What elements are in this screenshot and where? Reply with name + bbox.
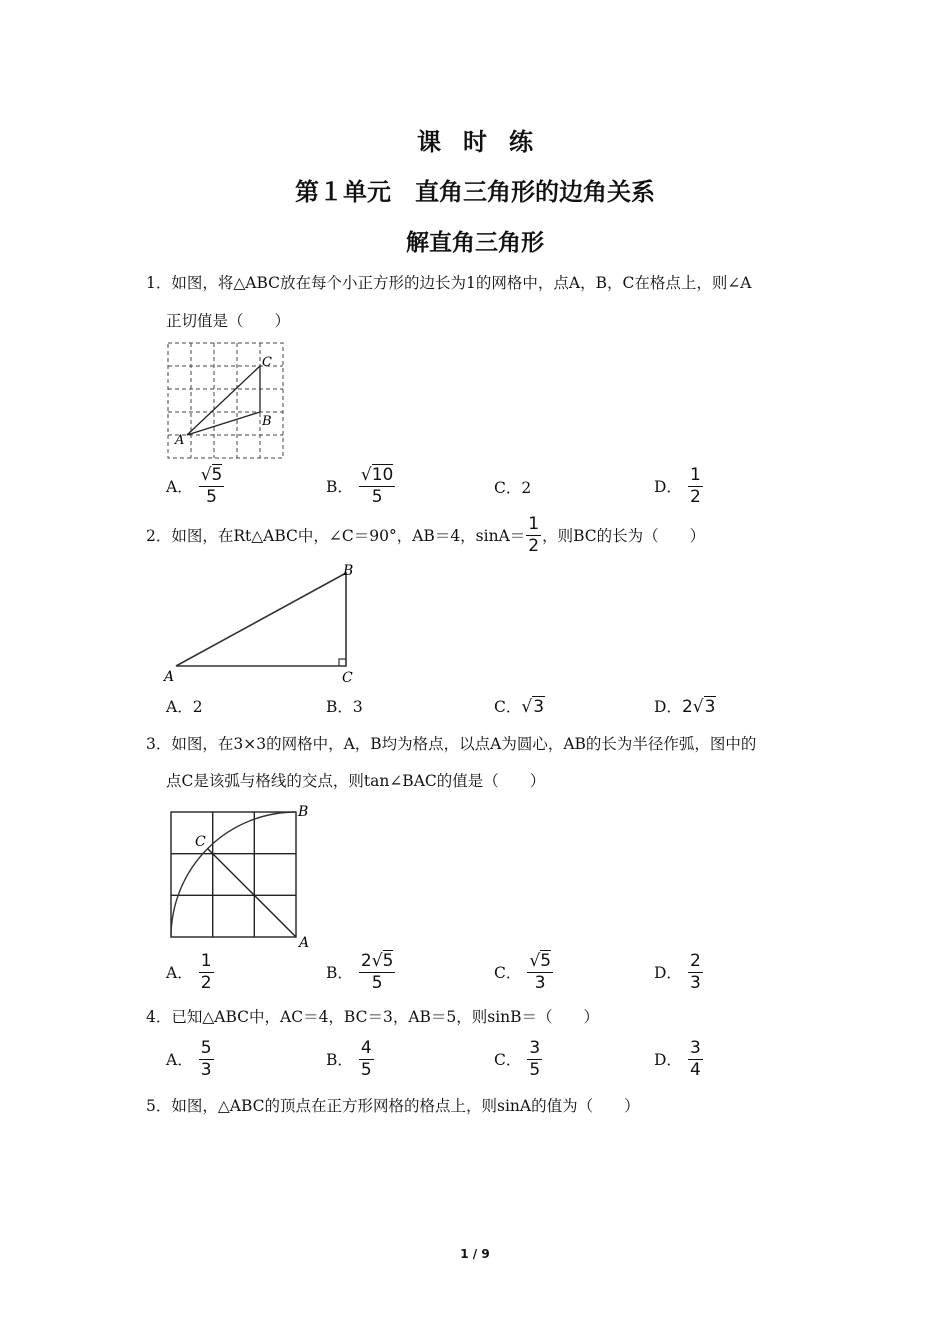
- lesson-title: 解直角三角形: [406, 229, 544, 256]
- option-letter: A．: [166, 698, 193, 716]
- q2-option-c[interactable]: [494, 696, 545, 718]
- q3-option-a[interactable]: [166, 952, 214, 993]
- option-value: √3: [521, 697, 545, 717]
- denominator: 3: [689, 973, 701, 993]
- numerator: 2: [689, 951, 701, 971]
- option-value: 2: [521, 479, 532, 497]
- page-title: 课时练: [417, 127, 555, 156]
- q2-right-angle-mark: [339, 659, 346, 666]
- option-letter: B．: [326, 1050, 353, 1069]
- fraction: [359, 952, 396, 993]
- q3-grid-figure: [162, 800, 320, 950]
- option-value: 2√3: [681, 697, 716, 717]
- denominator: 3: [534, 973, 546, 993]
- q3-stem-line2: 点C是该弧与格线的交点，则tan∠BAC的值是（ ）: [166, 772, 546, 790]
- option-letter: C．: [494, 963, 522, 982]
- fraction: [688, 1039, 703, 1080]
- option-letter: A．: [166, 477, 193, 496]
- option-value: 3: [352, 698, 363, 716]
- q1-triangle: [187, 366, 260, 435]
- denominator: 2: [689, 487, 701, 507]
- numerator: 3: [689, 1038, 701, 1058]
- option-letter: C．: [494, 1050, 522, 1069]
- fraction: [199, 1039, 214, 1080]
- q2-stem: [146, 515, 705, 556]
- q1-stem-line1: 1．如图，将△ABC放在每个小正方形的边长为1的网格中，点A，B，C在格点上，则∠A: [146, 274, 752, 292]
- numerator: 1: [200, 951, 212, 971]
- denominator: 5: [371, 487, 383, 507]
- q3-option-b[interactable]: [326, 952, 395, 993]
- denominator: 4: [689, 1060, 701, 1080]
- option-letter: D．: [654, 963, 682, 982]
- q1-label-c: C: [262, 355, 272, 370]
- q4-option-b[interactable]: [326, 1039, 374, 1080]
- q2-label-c: C: [342, 670, 353, 686]
- denominator: 5: [371, 973, 383, 993]
- fraction: [359, 1039, 374, 1080]
- numerator: 4: [360, 1038, 372, 1058]
- denominator: 5: [360, 1060, 372, 1080]
- option-letter: A．: [166, 963, 193, 982]
- q2-stem-text-end: ，则BC的长为（ ）: [542, 526, 706, 545]
- q1-grid-figure: [164, 340, 288, 460]
- fraction: [526, 515, 541, 556]
- numerator: √5: [200, 465, 223, 485]
- q5-stem: 5．如图，△ABC的顶点在正方形网格的格点上，则sinA的值为（ ）: [146, 1097, 640, 1115]
- radicand: 5: [540, 951, 552, 971]
- option-letter: B．: [326, 477, 353, 496]
- denominator: 3: [200, 1060, 212, 1080]
- q1-label-b: B: [262, 414, 272, 429]
- option-letter: D．: [654, 477, 682, 496]
- option-letter: B．: [326, 698, 353, 716]
- unit-title: 第１单元 直角三角形的边角关系: [295, 177, 655, 206]
- radicand: 3: [533, 697, 545, 717]
- q4-stem: 4．已知△ABC中，AC＝4，BC＝3，AB＝5，则sinB＝（ ）: [146, 1008, 600, 1026]
- numerator: 2√5: [360, 951, 394, 971]
- radicand: 3: [704, 697, 716, 717]
- numerator: 1: [528, 514, 540, 534]
- fraction: [199, 952, 214, 993]
- q3-label-c: C: [195, 834, 206, 850]
- radicand: 5: [382, 951, 394, 971]
- denominator: 2: [528, 536, 540, 556]
- fraction: [527, 952, 553, 993]
- option-letter: D．: [654, 1050, 682, 1069]
- option-letter: B．: [326, 963, 353, 982]
- q2-label-b: B: [343, 563, 354, 579]
- q1-option-d[interactable]: [654, 466, 703, 507]
- fraction: [359, 466, 395, 507]
- q1-option-b[interactable]: [326, 466, 395, 507]
- numerator: √10: [360, 465, 394, 485]
- q1-option-c[interactable]: [494, 477, 531, 499]
- radicand: 5: [211, 465, 223, 485]
- q3-label-b: B: [298, 804, 309, 820]
- q3-stem-line1: 3．如图，在3×3的网格中，A，B均为格点，以点A为圆心，AB的长为半径作弧，图中的: [146, 735, 757, 753]
- numerator: 5: [200, 1038, 212, 1058]
- q3-segment-ac: [208, 849, 296, 937]
- q2-option-a[interactable]: [166, 696, 203, 718]
- q2-option-b[interactable]: [326, 696, 363, 718]
- option-letter: C．: [494, 479, 522, 497]
- q2-label-a: A: [164, 669, 175, 685]
- q3-label-a: A: [299, 935, 310, 950]
- radicand: 10: [371, 465, 394, 485]
- q2-triangle: [176, 573, 346, 666]
- q4-option-a[interactable]: [166, 1039, 214, 1080]
- q1-label-a: A: [175, 433, 185, 448]
- q2-triangle-figure: [160, 560, 370, 688]
- fraction: [688, 466, 703, 507]
- denominator: 5: [206, 487, 217, 507]
- option-letter: A．: [166, 1050, 193, 1069]
- denominator: 2: [200, 973, 212, 993]
- q1-option-a[interactable]: [166, 466, 224, 507]
- q1-stem-line2: 正切值是（ ）: [166, 312, 291, 330]
- q4-option-c[interactable]: [494, 1039, 542, 1080]
- numerator: √5: [529, 951, 552, 971]
- q4-option-d[interactable]: [654, 1039, 703, 1080]
- option-letter: D．: [654, 698, 682, 716]
- fraction: [199, 466, 225, 507]
- option-letter: C．: [494, 698, 522, 716]
- numerator: 1: [689, 465, 701, 485]
- q2-option-d[interactable]: [654, 696, 716, 718]
- q2-stem-text: 2．如图，在Rt△ABC中，∠C＝90°，AB＝4，sinA＝: [146, 526, 526, 545]
- denominator: 5: [529, 1060, 541, 1080]
- q3-option-c[interactable]: [494, 952, 553, 993]
- numerator: 3: [529, 1038, 541, 1058]
- option-value: 2: [192, 698, 203, 716]
- page-number: 1 / 9: [460, 1247, 490, 1261]
- fraction: [527, 1039, 542, 1080]
- q3-option-d[interactable]: [654, 952, 703, 993]
- fraction: [688, 952, 703, 993]
